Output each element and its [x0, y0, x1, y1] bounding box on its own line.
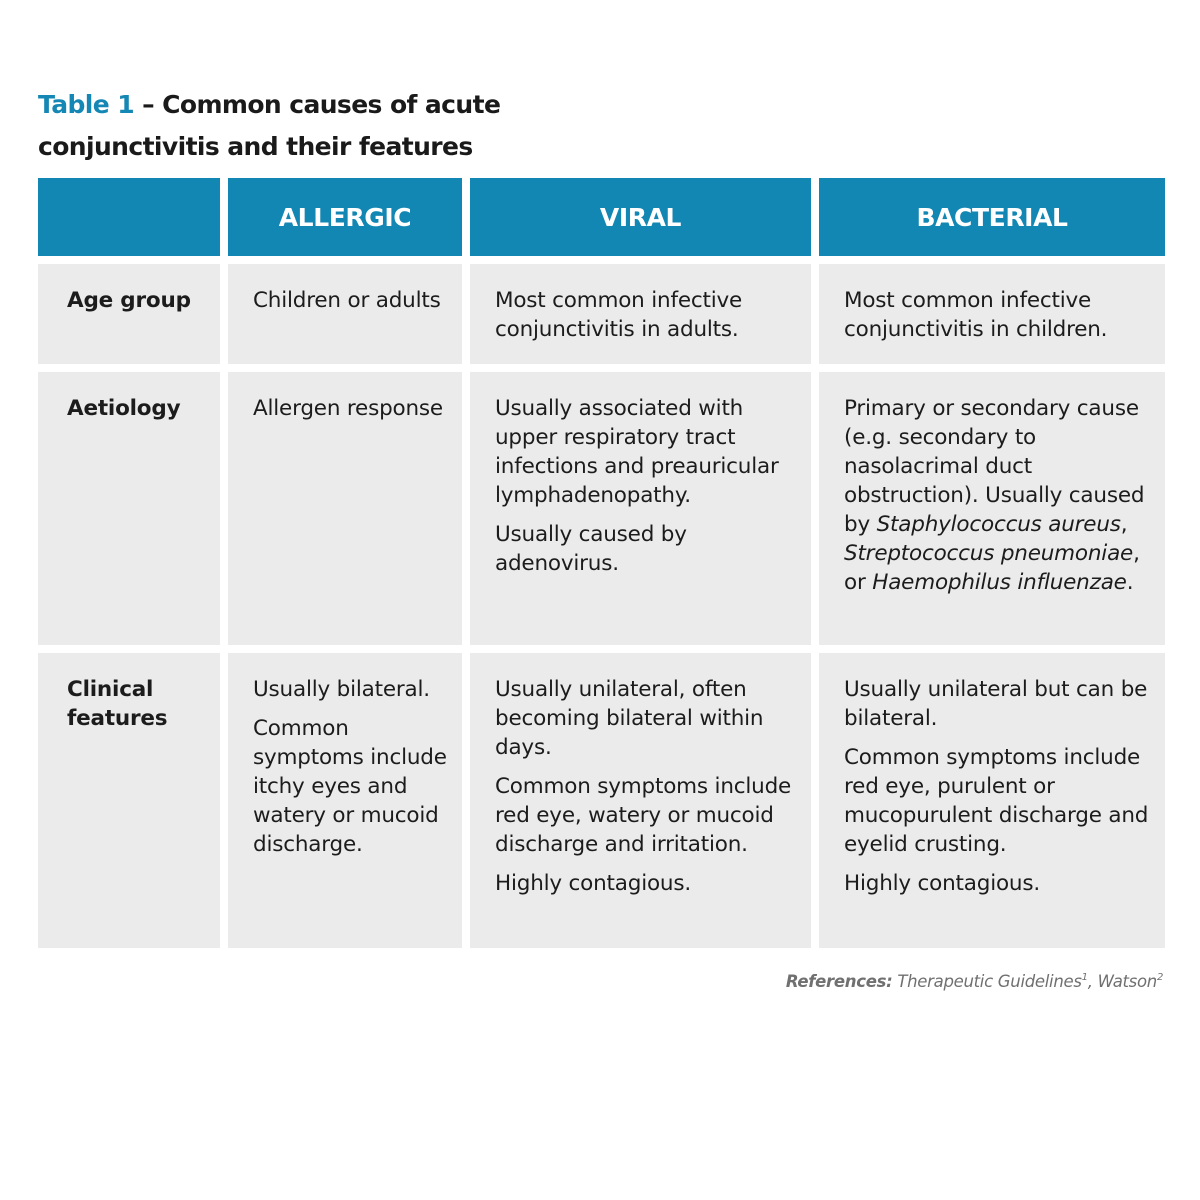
- cell-text: Usually unilateral but can be bilateral.: [844, 677, 1148, 731]
- column-header-allergic: ALLERGIC: [228, 178, 462, 256]
- cell-text: Highly contagious.: [844, 871, 1040, 896]
- cell-text: Common symptoms include red eye, watery or mucoid discharge and irritation.: [495, 774, 792, 857]
- cell-clinical-allergic: [228, 653, 462, 948]
- row-header-aetiology: Aetiology: [38, 372, 220, 645]
- table-title: [38, 84, 598, 168]
- reference-2: , Watson: [1087, 972, 1157, 991]
- cell-text: Usually associated with upper respiratory tract infections and preauricular lymphadenopathy.: [495, 396, 779, 508]
- reference-2-superscript: 2: [1156, 972, 1163, 983]
- organism-name: Staphylococcus aureus: [876, 512, 1121, 537]
- column-header-bacterial: BACTERIAL: [819, 178, 1165, 256]
- references-label: References:: [785, 972, 893, 991]
- text-segment: Primary or secondary cause (e.g. secondary to nasolacrimal duct obstruction). Usually caused by: [844, 396, 1145, 537]
- cell-age-bacterial: [819, 264, 1165, 364]
- text-segment: , or: [844, 541, 1140, 595]
- references: [786, 972, 1163, 991]
- cell-aetiology-bacterial: [819, 372, 1165, 645]
- cell-text: Usually caused by adenovirus.: [495, 522, 687, 576]
- cell-text: Most common infective conjunctivitis in adults.: [495, 288, 743, 342]
- cell-age-viral: [470, 264, 811, 364]
- cell-text: Usually bilateral.: [253, 677, 430, 702]
- reference-1-superscript: 1: [1081, 972, 1088, 983]
- organism-name: Haemophilus influenzae: [872, 570, 1127, 595]
- reference-1: Therapeutic Guidelines: [892, 972, 1082, 991]
- cell-text: [844, 394, 1151, 597]
- organism-name: Streptococcus pneumoniae: [844, 541, 1134, 566]
- column-header-viral: VIRAL: [470, 178, 811, 256]
- cell-age-allergic: [228, 264, 462, 364]
- cell-text: Allergen response: [253, 396, 443, 421]
- cell-text: Common symptoms include itchy eyes and watery or mucoid discharge.: [253, 716, 447, 857]
- cell-text: Children or adults: [253, 288, 441, 313]
- row-header-age-group: Age group: [38, 264, 220, 364]
- cell-text: Usually unilateral, often becoming bilateral within days.: [495, 677, 764, 760]
- cell-aetiology-allergic: [228, 372, 462, 645]
- text-segment: .: [1126, 570, 1134, 595]
- cell-aetiology-viral: [470, 372, 811, 645]
- row-header-clinical-features: Clinical features: [38, 653, 220, 948]
- cell-text: Common symptoms include red eye, purulent or mucopurulent discharge and eyelid crusting.: [844, 745, 1149, 857]
- conjunctivitis-table: [38, 178, 1165, 948]
- table-number: Table 1: [38, 90, 135, 119]
- cell-text: Highly contagious.: [495, 871, 691, 896]
- text-segment: ,: [1120, 512, 1128, 537]
- cell-clinical-viral: [470, 653, 811, 948]
- table-title-text: – Common causes of acute conjunctivitis and their features: [38, 90, 501, 161]
- cell-text: Most common infective conjunctivitis in children.: [844, 288, 1108, 342]
- cell-clinical-bacterial: [819, 653, 1165, 948]
- column-header-empty: [38, 178, 220, 256]
